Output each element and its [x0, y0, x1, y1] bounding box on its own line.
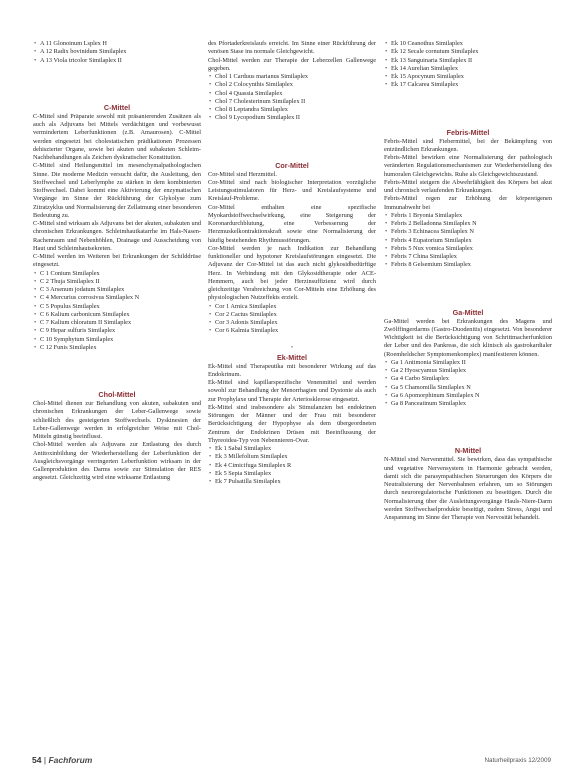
list-item: • Ga 8 Panceatinum Similaplex: [384, 400, 552, 408]
list-item: • A 12 Radix bovinidum Similaplex: [33, 48, 201, 56]
list-item: • Ga 2 Hyoscyamus Similaplex: [384, 367, 552, 375]
paragraph: Ek-Mittel sind kapillarspezifische Venenmittel und werden sowohl zur Behandlung der Menorrhagien und Dystonie als auch zur Prophylaxe und Therapie der Arteriosklerose eingesetzt.: [208, 379, 376, 403]
febris-mittel-list: [384, 212, 552, 270]
paragraph: Cor-Mittel sind Herzmittel.: [208, 170, 277, 178]
list-item: • C 6 Kalium carbonicum Similaplex: [33, 311, 201, 319]
journal-name: Naturheilpraxis 12/2009: [484, 757, 551, 764]
paragraph: Chol-Mittel werden zur Therapie der Leberzellen Gallenwege gegeben.: [208, 56, 376, 72]
list-item: • Cor 2 Cactus Similaplex: [208, 311, 376, 319]
list-item: • C 9 Hepar sulfuris Similaplex: [33, 327, 201, 335]
paragraph: C-Mittel sind wirksam als Adjuvans bei der akuten, subakuten und chronischen Erkrankungen. Schleimhautkatarrhe im Hals-Nasen-Rachenraum und Nebenhöhlen, Drainage und Ausscheidung von Haut und Schleimhautsekreten.: [33, 220, 201, 252]
list-item: • Chol 1 Carduus marianus Similaplex: [208, 73, 376, 81]
paragraph: Chol-Mittel werden als Adjuvans zur Entlastung des durch Antitoxinbildung der Wiederherstellung der Leberfunktion der Ausgleichsvorgänge verringerten Leberfunktion wirksam in der Gallenproduktion des Darms sowie zur Stimulation der RES angesetzt. Gleichzeitig wird eine wirksame Entlastung: [33, 441, 201, 482]
chol-mittel-list: [208, 73, 376, 123]
page-footer-left: [32, 755, 92, 765]
list-item: • C 3 Arsenum jodatum Similaplex: [33, 286, 201, 294]
list-item: • Ek 7 Pulsatilla Similaplex: [208, 478, 376, 486]
list-item: • Ek 1 Sabal Similaplex: [208, 445, 376, 453]
section-heading-chol-mittel: Chol-Mittel: [98, 390, 136, 399]
list-item: • C 7 Kalium chloratum II Similaplex: [33, 319, 201, 327]
list-item: • Febris 8 Gelsemium Similaplex: [384, 261, 552, 269]
list-item: • Ek 17 Calcarea Similaplex: [384, 81, 552, 89]
list-item: • Ek 5 Sepia Similaplex: [208, 470, 376, 478]
section-heading-c-mittel: C-Mittel: [103, 102, 131, 112]
ga-mittel-list: [384, 359, 552, 409]
ek-mittel-list: [208, 445, 376, 486]
list-item: • A 13 Viola tricolor Similaplex II: [33, 57, 201, 65]
list-item: • Chol 2 Colocynthis Similaplex: [208, 81, 376, 89]
list-item: • Ga 1 Antimonia Similaplex II: [384, 359, 552, 367]
list-item: • Ga 4 Carbo Similaplex: [384, 375, 552, 383]
paragraph: Febris-Mittel regen zur Erhöhung der körpereigenen Immunabwehr bei: [384, 195, 552, 211]
paragraph: Cor-Mittel enthalten eine spezifische Myokardstoffwechselwirkung, eine Steigerung der Koronardurchblutung, eine Verbesserung der Herzmuskelkontraktionskraft sowie eine Normalisierung der häufig bestehenden Rhythmusstörungen.: [208, 203, 376, 244]
c-mittel-list: [33, 270, 201, 353]
list-item: • C 10 Symphytum Similaplex: [33, 336, 201, 344]
a-mittel-list-continued: [33, 40, 201, 65]
list-item: • Ek 4 Cimicifuga Similaplex R: [208, 462, 376, 470]
list-item: • Cor 3 Adonis Similaplex: [208, 319, 376, 327]
paragraph: C-Mittel werden im Weiteren bei Erkrankungen der Schilddrüse eingesetzt.: [33, 253, 201, 269]
list-item: • Febris 1 Bryonia Similaplex: [384, 212, 552, 220]
list-item: • Febris 3 Echinacea Similaplex N: [384, 228, 552, 236]
ek-mittel-list-continued: [384, 40, 552, 90]
paragraph: Ek-Mittel sind insbesondere als Stimulanzien bei endokrinen Störungen der Männer und der Frau mit besonderer Berücksichtigung der Hypophyse als dem übergeordneten Zentrum der Endokrinen Drüsen mit Beeinflussung der Thyreoidea-Typ von Nebennieren-Ovar.: [208, 403, 376, 444]
section-heading-febris-mittel: Febris-Mittel: [446, 127, 490, 137]
paragraph: Ga-Mittel werden bei Erkrankungen des Magens und Zwölffingerdarms (Gastro-Duodenitis) eingesetzt. Von besonderer Wichtigkeit ist die Berücksichtigung von Schrittmacherfunktion der Leber und des Pankreas, die sich klinisch als gastrokardialer (Roemheldscher Symptomenkomplex) manifestieren können.: [384, 317, 552, 358]
list-item: • Febris 7 China Similaplex: [384, 253, 552, 261]
column-1: [33, 40, 201, 483]
list-item: • C 5 Populus Similaplex: [33, 303, 201, 311]
column-3: [384, 40, 552, 522]
section-heading-ek-mittel: Ek-Mittel: [277, 352, 307, 362]
section-name: Fachforum: [48, 755, 93, 765]
section-heading-n-mittel: N-Mittel: [454, 446, 482, 456]
list-item: • Ek 12 Secale cornutum Similaplex: [384, 48, 552, 56]
section-heading-cor-mittel: Cor-Mittel: [275, 160, 309, 170]
footer-separator: |: [43, 755, 47, 765]
paragraph: N-Mittel sind Nervenmittel. Sie bewirken, dass das sympathische und vegetative Nervensystem in Harmonie gebracht werden, damit sich die parasympathischen Steuerungen des Körpers die Neutralisierung der Nervenbahnen erfahren, um so Störungen durch neuroregulatorische Funktionen zu beseitigen. Durch die Normalisierung über die Ausleitungsvorgänge Hauls-Niere-Darm werden Stoffwechselprodukte beseitigt, zudem Stress, Angst und Anspannung im Sinne der Therapie von Nervosität behandelt.: [384, 456, 552, 521]
list-item: • Chol 9 Lycopodium Similaplex II: [208, 114, 376, 122]
list-item: • Cor 6 Kalmia Similaplex: [208, 327, 376, 335]
paragraph: des Pfortaderkreislaufs erreicht. Im Sinne einer Rückführung der venösen Stase ins normale Gleichgewicht.: [208, 40, 376, 56]
list-item: • Ga 5 Chamomilla Similaplex N: [384, 384, 552, 392]
list-item: • Febris 2 Belladonna Similaplex N: [384, 220, 552, 228]
paragraph: C-Mittel sind Präparate sowohl mit präsanierenden Zusätzen als auch als Adjuvans bei Mittels verdächtigen und vorbewusst vermindertem Leberfunktionen (z.B. Amaurosen). C-Mittel werden eingesetzt bei cholestatischen prädikationen Prozessen dehiszierter Organe, sowie bei akuten und subakuten Schleim-Nachbehandlungen als Zeichen dyskratischer Konstitution.: [33, 112, 201, 161]
list-item: • Febris 4 Eupatorium Similaplex: [384, 237, 552, 245]
paragraph: Febris-Mittel steigern die Abwehrfähigkeit des Körpers bei akut und chronisch verlaufenden Erkrankungen.: [384, 178, 552, 194]
list-item: • Ek 13 Sanguinaria Similaplex II: [384, 57, 552, 65]
paragraph: Cor-Mittel werden je nach Indikation zur Behandlung funktioneller und hypotoner Kreislaufstörungen eingesetzt. Die Adjuvanz der Cor-Mittel ist das auch nicht glykosidbedürftige Herz. In Verbindung mit den Glykosidtherapie oder ACE-Hemmern, auch bei jeder Herzinsuffizienz wird durch gleichzeitige Verabreichung von Cor-Mitteln eine Erhöhung des physiologischen Nutzeffekts erzielt.: [208, 244, 376, 302]
list-item: • Chol 4 Quassia Similaplex: [208, 90, 376, 98]
list-item: • Ek 3 Millefolium Similaplex: [208, 453, 376, 461]
list-item: • Chol 8 Leptandra Similaplex: [208, 106, 376, 114]
list-item: • Febris 5 Nux vomica Similaplex: [384, 245, 552, 253]
list-item: • A 11 Glonoinum Lsplex H: [33, 40, 201, 48]
paragraph: Ek-Mittel sind Therapeutika mit besonderer Wirkung auf das Endokrinum.: [208, 362, 376, 378]
list-item: • Ga 6 Apomorphinum Similaplex N: [384, 392, 552, 400]
list-item: • C 4 Mercurius corrosivus Similaplex N: [33, 294, 201, 302]
list-item: • Cor 1 Arnica Similaplex: [208, 303, 376, 311]
list-item: • Chol 7 Cholesterinum Similaplex II: [208, 98, 376, 106]
section-divider-icon: •: [290, 343, 294, 351]
column-2: [208, 40, 376, 486]
page-number: 54: [32, 755, 42, 765]
paragraph: Febris-Mittel bewirken eine Normalisierung der pathologisch veränderten Regulationsmechanismen zur Wiederherstellung des humoralen Gleichgewichts. Ruhe als Gleichgewichtszustand.: [384, 154, 552, 178]
section-heading-ga-mittel: Ga-Mittel: [452, 307, 484, 317]
list-item: • C 12 Funis Similaplex: [33, 344, 201, 352]
list-item: • C 1 Conium Similaplex: [33, 270, 201, 278]
paragraph: Chol-Mittel dienen zur Behandlung von akuten, subakuten und chronischen Erkrankungen der Leber-Gallenwege sowie schließlich des gesteigerten Stoffwechsels. Dyskinesien der Leber-Gallenwege werden in erfolgreicher Weise mit Chol-Mitteln günstig beeinflusst.: [33, 400, 201, 440]
paragraph: C-Mittel sind Heilungsmittel im mesenchymalpathologischen Sinne. Die moderne Medizin versucht dafür, die Ausleitung, den Stoffwechsel und Leberlymphe zu stärken in dem kombinierten Stoffwechsel. Dabei kommt eine Aktivierung der enzymatischen Vorgänge im Sinne der Rückführung der Glykolyse zum Zitratzyklus und Normalisierung der Zellatmung einer besonderen Bedeutung zu.: [33, 162, 201, 219]
list-item: • Ek 14 Aurelian Similaplex: [384, 65, 552, 73]
list-item: • C 2 Thuja Similaplex II: [33, 278, 201, 286]
cor-mittel-list: [208, 303, 376, 336]
list-item: • Ek 10 Ceanothus Similaplex: [384, 40, 552, 48]
list-item: • Ek 15 Apocynum Similaplex: [384, 73, 552, 81]
paragraph: Cor-Mittel sind nach biologischer Interpretation vorzügliche Leistungsstimulatoren für Herz- und Kreislaufsysteme und Kreislauf-Probleme.: [208, 178, 376, 203]
paragraph: Febris-Mittel sind Fiebermittel, bei der Bekämpfung von entzündlichen Erkrankungen.: [384, 137, 552, 153]
